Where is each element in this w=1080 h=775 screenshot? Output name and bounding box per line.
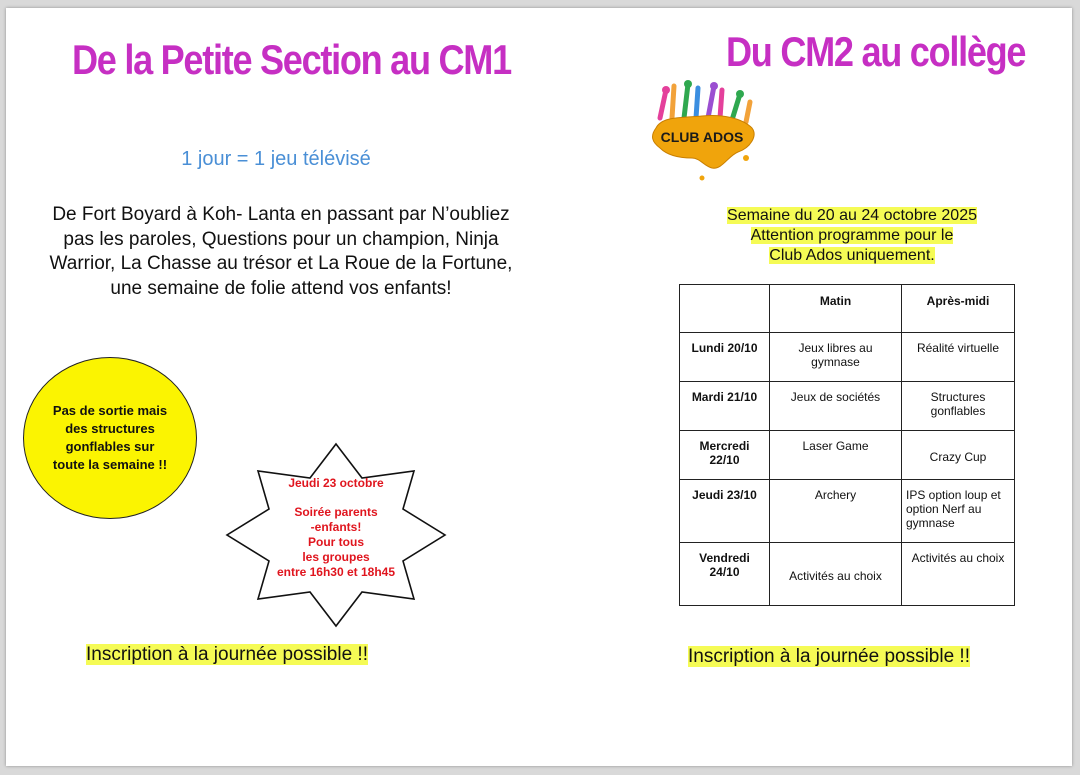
table-header-cell: Matin — [770, 285, 902, 333]
week-notice — [682, 206, 1022, 266]
circle-callout-text: Pas de sortie mais des structures gonflables sur toute la semaine !! — [52, 403, 168, 472]
program-table — [679, 284, 1015, 606]
club-ados-logo-graphic — [642, 78, 762, 188]
table-cell: Laser Game — [770, 431, 902, 480]
table-day-cell: Vendredi 24/10 — [680, 543, 770, 606]
table-row — [680, 382, 1015, 431]
star-line: Pour tous — [308, 535, 364, 549]
table-row — [680, 543, 1015, 606]
table-row — [680, 431, 1015, 480]
table-cell: Structures gonflables — [902, 382, 1015, 431]
table-day-cell: Jeudi 23/10 — [680, 480, 770, 543]
table-row — [680, 333, 1015, 382]
right-footer — [688, 646, 970, 668]
left-title: De la Petite Section au CM1 — [72, 36, 511, 83]
star-line: entre 16h30 et 18h45 — [276, 565, 396, 579]
week-line: Club Ados uniquement. — [769, 247, 935, 264]
week-line: Semaine du 20 au 24 octobre 2025 — [727, 207, 977, 224]
right-title: Du CM2 au collège — [726, 28, 1026, 75]
table-cell: Jeux libres au gymnase — [770, 333, 902, 382]
table-cell: Activités au choix — [902, 543, 1015, 606]
table-header-row — [680, 285, 1015, 333]
star-line: Soirée parents — [294, 505, 378, 519]
table-cell: Crazy Cup — [902, 431, 1015, 480]
table-cell: Archery — [770, 480, 902, 543]
left-footer-text: Inscription à la journée possible !! — [86, 644, 368, 665]
table-day-cell: Mardi 21/10 — [680, 382, 770, 431]
table-cell: Réalité virtuelle — [902, 333, 1015, 382]
star-callout — [221, 438, 451, 633]
table-cell: Jeux de sociétés — [770, 382, 902, 431]
star-callout-text — [266, 476, 406, 580]
table-row — [680, 480, 1015, 543]
star-line: -enfants! — [310, 520, 362, 534]
star-heading: Jeudi 23 octobre — [288, 476, 384, 490]
star-line: les groupes — [302, 550, 370, 564]
flyer-page — [6, 8, 1072, 766]
table-cell: Activités au choix — [770, 543, 902, 606]
yellow-circle-callout — [23, 357, 197, 519]
table-cell: IPS option loup et option Nerf au gymnase — [902, 480, 1015, 543]
table-header-cell: Après-midi — [902, 285, 1015, 333]
table-day-cell: Mercredi 22/10 — [680, 431, 770, 480]
club-ados-logo-text: CLUB ADOS — [660, 129, 744, 145]
left-footer — [86, 644, 368, 666]
table-day-cell: Lundi 20/10 — [680, 333, 770, 382]
week-line: Attention programme pour le — [750, 227, 954, 244]
table-header-cell — [680, 285, 770, 333]
club-ados-logo — [642, 78, 762, 188]
left-subtitle: 1 jour = 1 jeu télévisé — [181, 148, 371, 170]
right-footer-text: Inscription à la journée possible !! — [688, 646, 970, 667]
left-intro-paragraph: De Fort Boyard à Koh- Lanta en passant par N’oubliez pas les paroles, Questions pour un champion, Ninja Warrior, La Chasse au trésor et La Roue de la Fortune, une semaine de folie attend vos enfants! — [49, 204, 513, 299]
